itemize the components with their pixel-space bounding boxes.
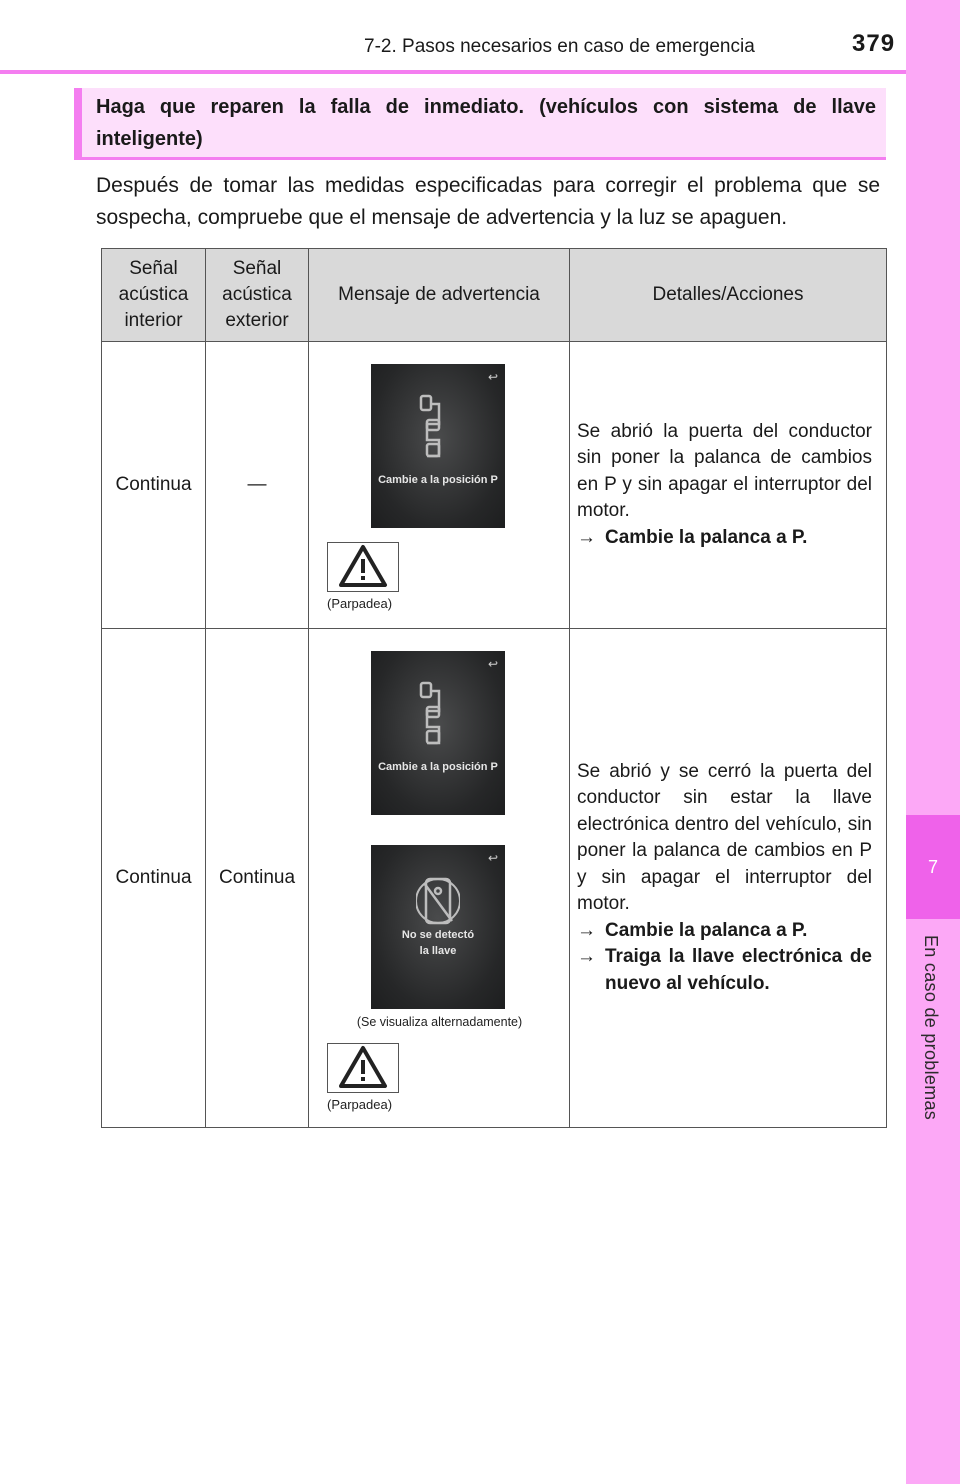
screen-message: Cambie a la posición P [378, 761, 498, 773]
warning-caption: (Parpadea) [327, 596, 393, 611]
intro-paragraph: Después de tomar las medidas especificadas para corregir el problema que se sospecha, compruebe que el mensaje de advertencia y la luz se apaguen. [96, 174, 880, 229]
chapter-name: En caso de problemas [921, 935, 941, 1121]
warning-light [327, 1043, 399, 1093]
action-item [577, 918, 872, 945]
interior-sound-cell: Continua [102, 342, 206, 629]
chapter-tab [906, 815, 960, 919]
header-rule [0, 70, 906, 74]
details-text: Se abrió y se cerró la puerta del conductor sin estar la llave electrónica dentro del vehículo, sin poner la palanca de cambios en P y sin apagar el interruptor del motor. [577, 760, 872, 915]
header-exterior-sound [206, 249, 309, 342]
header-interior-sound [102, 249, 206, 342]
warning-message-cell [309, 342, 570, 629]
callout-heading: Haga que reparen la falla de inmediato. (vehículos con sistema de llave inteligente) [96, 96, 876, 150]
header-line: acústica [222, 284, 292, 305]
warning-light [327, 542, 399, 592]
warning-triangle-icon [328, 1044, 398, 1092]
table-row [102, 342, 887, 629]
details-text: Se abrió la puerta del conductor sin poner la palanca de cambios en P y sin apagar el interruptor del motor. [577, 420, 872, 522]
warning-triangle-icon [328, 543, 398, 591]
action-text: Traiga la llave electrónica de nuevo al vehículo. [605, 946, 872, 994]
display-screen [371, 845, 505, 1009]
action-item [577, 525, 872, 552]
details-cell [570, 342, 887, 629]
display-screen [371, 364, 505, 528]
back-icon: ↩ [487, 657, 498, 671]
chapter-number: 7 [927, 857, 938, 877]
details-cell [570, 629, 887, 1128]
header-details: Detalles/Acciones [570, 249, 887, 342]
header-line: acústica [118, 284, 189, 305]
header-line: Señal [232, 258, 282, 279]
arrow-icon: → [577, 919, 596, 941]
arrow-icon: → [577, 526, 596, 548]
header-line: Señal [129, 258, 178, 279]
back-icon: ↩ [487, 851, 498, 865]
callout-box [74, 88, 886, 160]
action-text: Cambie la palanca a P. [605, 526, 808, 548]
no-key-icon [416, 873, 460, 929]
screen-message: Cambie a la posición P [378, 474, 498, 486]
exterior-sound-cell: Continua [206, 629, 309, 1128]
table-header-row [102, 249, 887, 342]
page-number: 379 [852, 30, 896, 57]
section-title: 7-2. Pasos necesarios en caso de emergencia [364, 36, 755, 57]
table-row [102, 629, 887, 1128]
header-line: exterior [225, 310, 289, 331]
back-icon: ↩ [487, 370, 498, 384]
alternate-caption: (Se visualiza alternadamente) [356, 1015, 523, 1029]
warning-caption: (Parpadea) [327, 1097, 393, 1112]
action-text: Cambie la palanca a P. [605, 919, 808, 941]
warning-table [101, 248, 887, 1128]
shift-lever-icon [417, 681, 447, 753]
side-tab [906, 0, 960, 1484]
display-screen [371, 651, 505, 815]
header-warning-message: Mensaje de advertencia [309, 249, 570, 342]
screen-message-line: la llave [419, 945, 457, 957]
header-line: interior [124, 310, 183, 331]
interior-sound-cell: Continua [102, 629, 206, 1128]
exterior-sound-cell: — [206, 342, 309, 629]
arrow-icon: → [577, 946, 596, 968]
screen-message-line: No se detectó [401, 929, 475, 941]
shift-lever-icon [417, 394, 447, 466]
warning-message-cell [309, 629, 570, 1128]
action-item [577, 944, 872, 997]
